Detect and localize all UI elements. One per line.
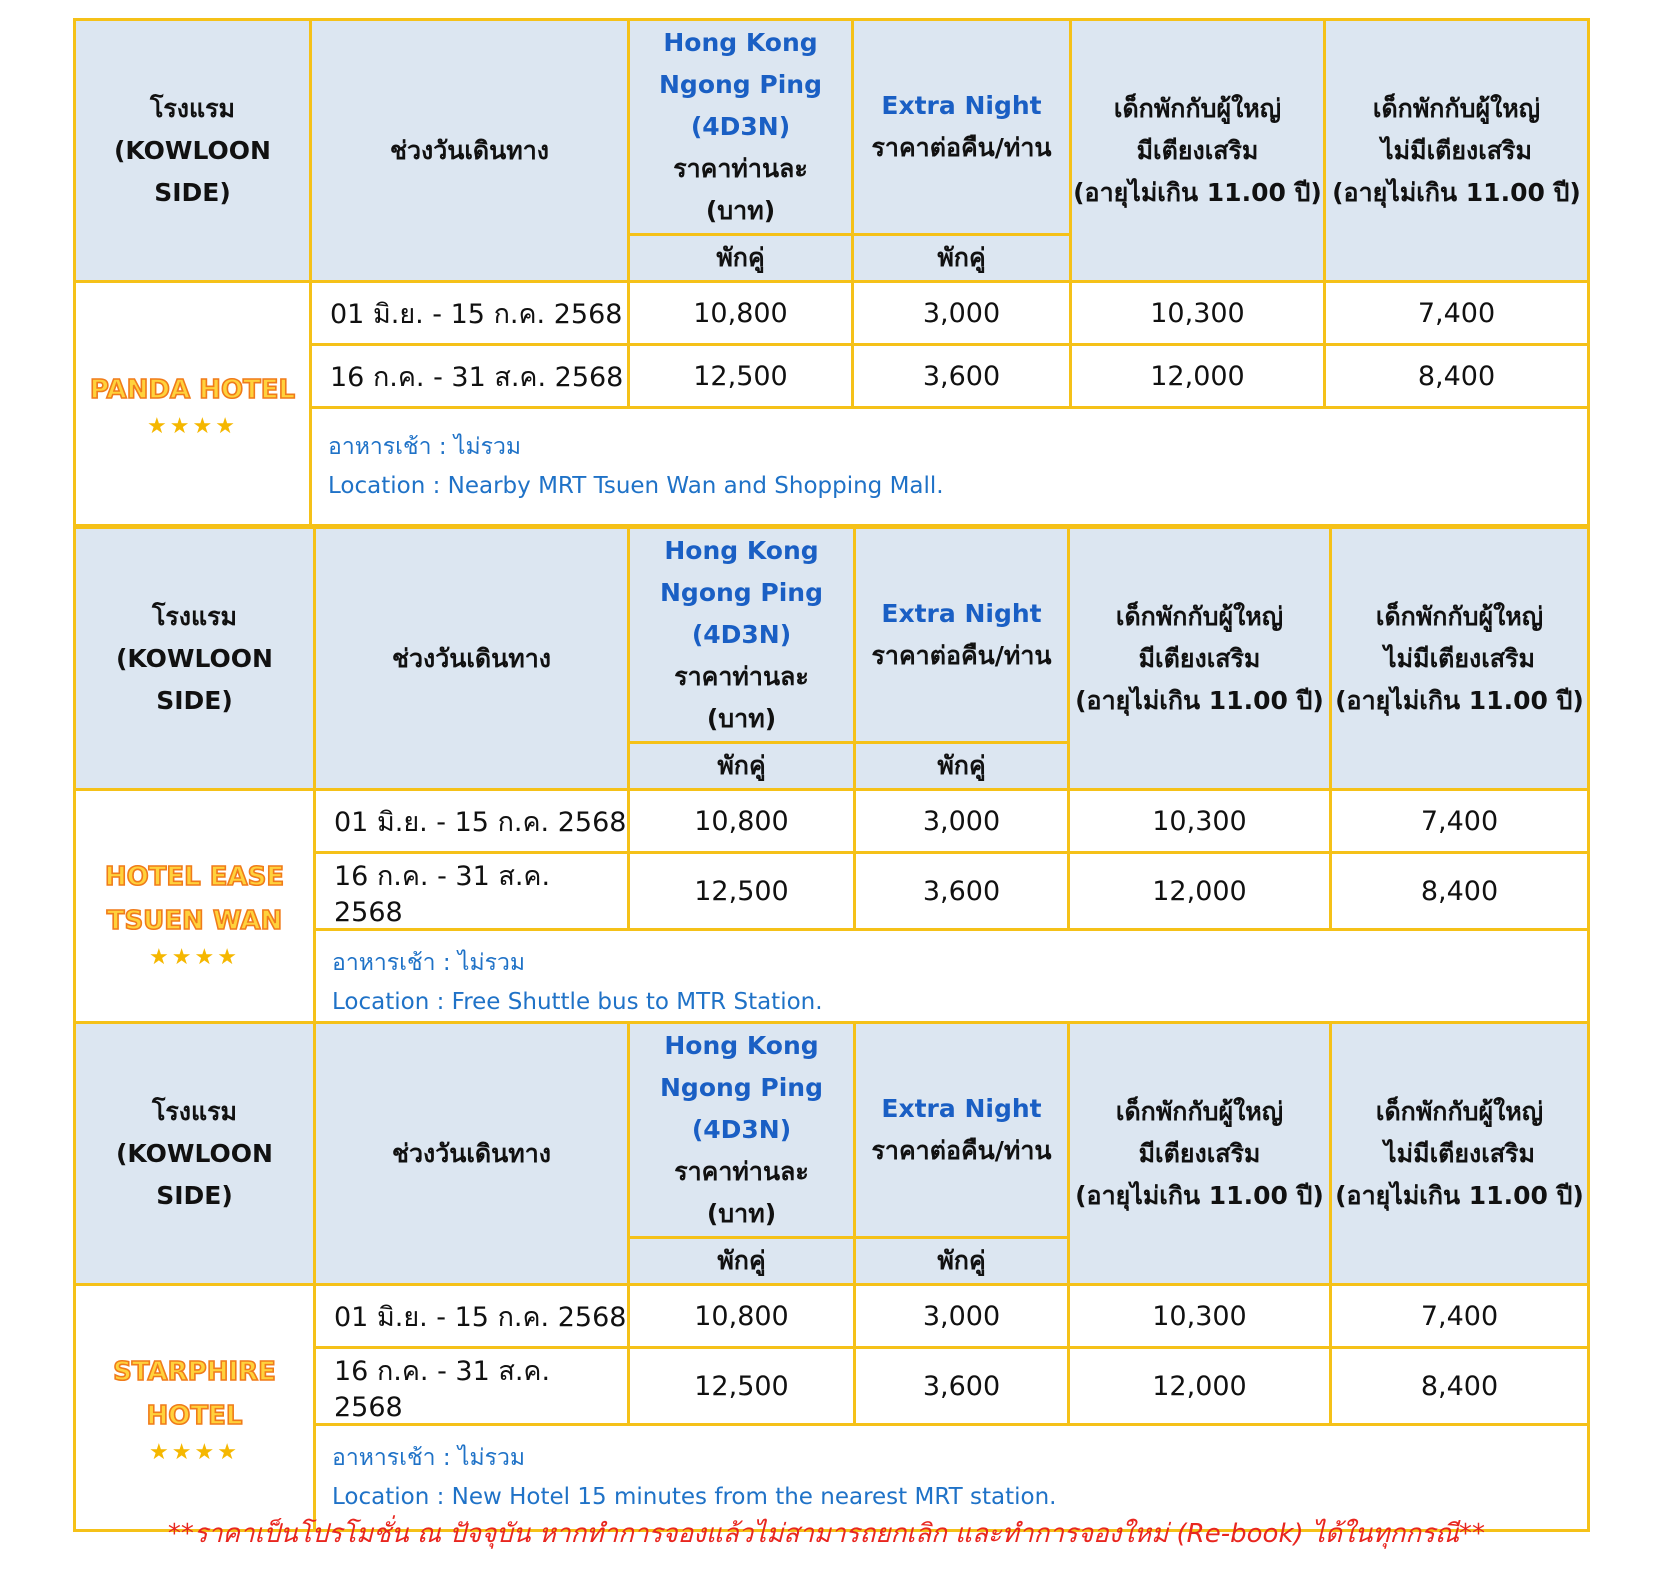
- package-price: 12,500: [629, 345, 853, 408]
- hotel-name-cell: [75, 790, 315, 1036]
- travel-date: 16 ก.ค. - 31 ส.ค. 2568: [315, 1348, 629, 1425]
- header-hotel: โรงแรม (KOWLOON SIDE): [75, 528, 315, 790]
- child-bed-price: 10,300: [1071, 282, 1325, 345]
- star-rating: ★★★★: [147, 414, 238, 439]
- header-child-bed: เด็กพักกับผู้ใหญ่ มีเตียงเสริม (อายุไม่เกิน 11.00 ปี): [1071, 20, 1325, 282]
- package-line-1: Hong Kong: [663, 28, 818, 57]
- hotel-info: [315, 930, 1589, 1036]
- hotel-name: STARPHIRE HOTEL: [113, 1357, 276, 1431]
- twin-label: พักคู่: [855, 743, 1069, 790]
- hotel-name-cell: [75, 1285, 315, 1531]
- hotel-block-2: [73, 526, 1590, 1037]
- breakfast-info: อาหารเช้า : ไม่รวม: [332, 1444, 526, 1471]
- package-price-line-1: ราคาท่านละ: [673, 154, 808, 183]
- travel-date: 01 มิ.ย. - 15 ก.ค. 2568: [315, 790, 629, 853]
- star-rating: ★★★★: [149, 945, 240, 970]
- package-price: 10,800: [629, 1285, 855, 1348]
- package-price-line-2: (บาท): [705, 196, 776, 225]
- header-package: [629, 20, 853, 235]
- extra-night-price: 3,000: [855, 790, 1069, 853]
- child-nobed-price: 8,400: [1331, 853, 1589, 930]
- header-hotel-side: (KOWLOON SIDE): [114, 135, 271, 207]
- extra-night-price: 3,600: [855, 853, 1069, 930]
- header-extra-night: Extra Night ราคาต่อคืน/ท่าน: [855, 1023, 1069, 1238]
- travel-date: 16 ก.ค. - 31 ส.ค. 2568: [311, 345, 629, 408]
- child-bed-price: 12,000: [1069, 1348, 1331, 1425]
- extra-night-sub: ราคาต่อคืน/ท่าน: [871, 133, 1052, 162]
- twin-label: พักคู่: [629, 235, 853, 282]
- twin-label: พักคู่: [855, 1238, 1069, 1285]
- header-child-bed: เด็กพักกับผู้ใหญ่ มีเตียงเสริม (อายุไม่เกิน 11.00 ปี): [1069, 1023, 1331, 1285]
- package-price: 10,800: [629, 282, 853, 345]
- child-nobed-price: 7,400: [1331, 790, 1589, 853]
- location-info: Location : Nearby MRT Tsuen Wan and Shopping Mall.: [328, 472, 944, 499]
- child-bed-price: 12,000: [1071, 345, 1325, 408]
- child-nobed-price: 8,400: [1331, 1348, 1589, 1425]
- package-line-3: (4D3N): [690, 112, 791, 141]
- header-package: Hong Kong Ngong Ping (4D3N) ราคาท่านละ (บาท): [629, 528, 855, 743]
- child-bed-price: 10,300: [1069, 790, 1331, 853]
- child-nobed-price: 7,400: [1325, 282, 1589, 345]
- breakfast-info: อาหารเช้า : ไม่รวม: [332, 949, 526, 976]
- package-line-2: Ngong Ping: [659, 70, 822, 99]
- header-travel-period: ช่วงวันเดินทาง: [315, 1023, 629, 1285]
- extra-night-price: 3,000: [855, 1285, 1069, 1348]
- extra-night-label: Extra Night: [881, 91, 1042, 120]
- package-price: 10,800: [629, 790, 855, 853]
- hotel-name-cell: [75, 282, 311, 526]
- travel-date: 16 ก.ค. - 31 ส.ค. 2568: [315, 853, 629, 930]
- twin-label: พักคู่: [629, 1238, 855, 1285]
- header-extra-night: Extra Night ราคาต่อคืน/ท่าน: [855, 528, 1069, 743]
- child-bed-price: 12,000: [1069, 853, 1331, 930]
- footer-note: **ราคาเป็นโปรโมชั่น ณ ปัจจุบัน หากทำการจองแล้วไม่สามารถยกเลิก และทำการจองใหม่ (Re-book) ได้ในทุกกรณี**: [167, 1519, 1486, 1549]
- header-hotel: [75, 20, 311, 282]
- hotel-name: PANDA HOTEL: [89, 375, 296, 405]
- header-child-nobed: เด็กพักกับผู้ใหญ่ ไม่มีเตียงเสริม (อายุไม่เกิน 11.00 ปี): [1331, 1023, 1589, 1285]
- star-rating: ★★★★: [149, 1440, 240, 1465]
- hotel-name: HOTEL EASE TSUEN WAN: [104, 862, 285, 936]
- package-price: 12,500: [629, 853, 855, 930]
- header-extra-night: [853, 20, 1071, 235]
- child-bed-price: 10,300: [1069, 1285, 1331, 1348]
- twin-label: พักคู่: [629, 743, 855, 790]
- hotel-block-3: [73, 1021, 1590, 1532]
- header-child-nobed: เด็กพักกับผู้ใหญ่ ไม่มีเตียงเสริม (อายุไม่เกิน 11.00 ปี): [1331, 528, 1589, 790]
- breakfast-info: อาหารเช้า : ไม่รวม: [328, 433, 522, 460]
- location-info: Location : Free Shuttle bus to MTR Station.: [332, 988, 823, 1015]
- travel-date: 01 มิ.ย. - 15 ก.ค. 2568: [315, 1285, 629, 1348]
- header-travel-period: ช่วงวันเดินทาง: [311, 20, 629, 282]
- header-child-nobed: เด็กพักกับผู้ใหญ่ ไม่มีเตียงเสริม (อายุไม่เกิน 11.00 ปี): [1325, 20, 1589, 282]
- travel-date: 01 มิ.ย. - 15 ก.ค. 2568: [311, 282, 629, 345]
- extra-night-price: 3,600: [855, 1348, 1069, 1425]
- hotel-info: [311, 408, 1589, 526]
- child-nobed-price: 8,400: [1325, 345, 1589, 408]
- child-nobed-price: 7,400: [1331, 1285, 1589, 1348]
- header-package: Hong Kong Ngong Ping (4D3N) ราคาท่านละ (บาท): [629, 1023, 855, 1238]
- hotel-block-1: [73, 18, 1590, 527]
- package-price: 12,500: [629, 1348, 855, 1425]
- location-info: Location : New Hotel 15 minutes from the nearest MRT station.: [332, 1483, 1057, 1510]
- extra-night-price: 3,600: [853, 345, 1071, 408]
- header-travel-period: ช่วงวันเดินทาง: [315, 528, 629, 790]
- header-hotel-label: โรงแรม: [149, 93, 236, 123]
- header-hotel: โรงแรม (KOWLOON SIDE): [75, 1023, 315, 1285]
- extra-night-price: 3,000: [853, 282, 1071, 345]
- twin-label: พักคู่: [853, 235, 1071, 282]
- header-child-bed: เด็กพักกับผู้ใหญ่ มีเตียงเสริม (อายุไม่เกิน 11.00 ปี): [1069, 528, 1331, 790]
